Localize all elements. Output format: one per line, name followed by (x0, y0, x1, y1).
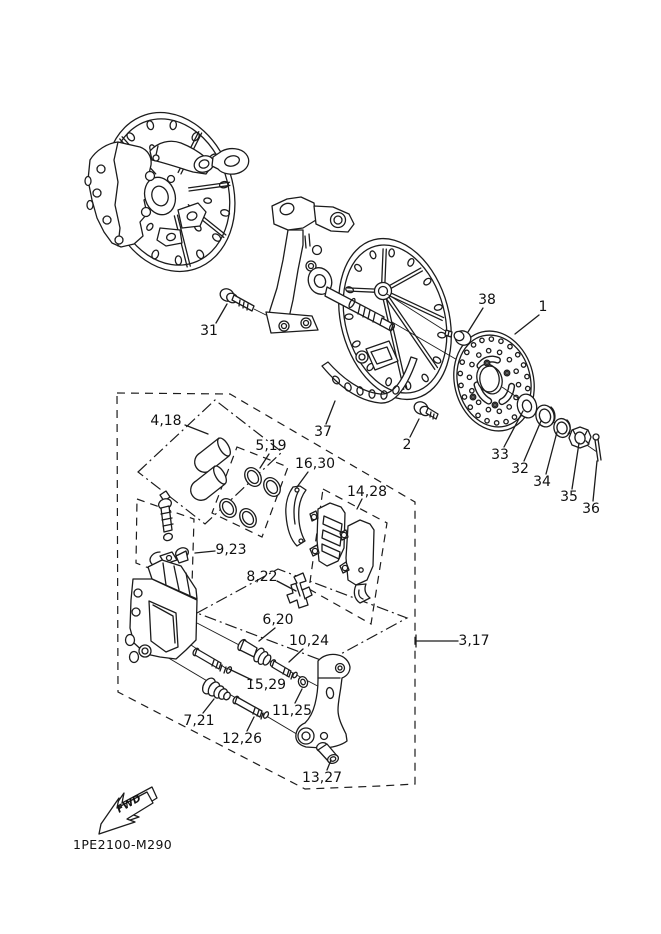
callout-2: 2 (402, 437, 412, 453)
callout-leader-34 (546, 432, 557, 474)
assembled-brake-unit (85, 95, 255, 288)
pin-boss (126, 635, 135, 646)
pad-hook (354, 584, 370, 603)
callout-5,19: 5,19 (255, 438, 287, 454)
banjo-fitting (153, 155, 159, 161)
piston-seal (260, 475, 283, 500)
bracket-hole (336, 664, 345, 673)
callout-leader-14,28 (357, 499, 362, 509)
pad-spring (287, 573, 312, 608)
callout-leader-2 (410, 419, 419, 437)
callout-leader-36 (593, 461, 597, 501)
bolt-head (97, 165, 105, 173)
slide-pin-bushing (236, 638, 272, 666)
callout-leader-35 (572, 443, 579, 489)
caliper-lug (85, 177, 91, 186)
callout-1: 1 (538, 299, 548, 315)
castle-nut (569, 427, 591, 448)
callout-leader-11,25 (295, 689, 302, 703)
callout-leader-32 (524, 421, 541, 461)
bolt-head (103, 216, 111, 224)
hub-small-parts (515, 392, 601, 461)
dust-seal (216, 496, 239, 521)
brake-pads (310, 503, 374, 603)
callout-8,22: 8,22 (246, 569, 278, 585)
foot-hole (279, 321, 289, 331)
callout-leader-7,21 (203, 699, 214, 713)
callout-9,23: 9,23 (215, 542, 247, 558)
fwd-direction-badge (99, 787, 157, 834)
pin-washer (297, 675, 309, 688)
fwd-arrow (99, 792, 153, 834)
caliper-lug (87, 201, 93, 210)
knuckle-body (268, 230, 303, 322)
caliper-pistons (191, 436, 233, 500)
axis-lines (150, 309, 331, 736)
wheel-stud (146, 172, 155, 181)
fwd-label: FWD (115, 792, 144, 816)
foot-hole (301, 318, 311, 328)
bolt-2 (412, 399, 438, 419)
callout-leader-5,19 (260, 454, 269, 468)
callout-leader-1 (515, 315, 539, 334)
callout-14,28: 14,28 (346, 484, 388, 500)
pad-shim (286, 486, 306, 546)
callout-leader-37 (326, 401, 335, 424)
slide-pin-short (269, 659, 298, 679)
wheel-stud (168, 176, 175, 183)
knuckle-top-block (272, 197, 316, 230)
drawing-code: 1PE2100-M290 (73, 837, 173, 852)
dust-seal (236, 506, 259, 531)
knuckle-boss-small (313, 246, 322, 255)
callout-36: 36 (582, 501, 600, 517)
ear-ring (331, 213, 346, 228)
bracket-boss (298, 728, 314, 744)
callout-leader-9,23 (195, 551, 215, 553)
callout-4,18: 4,18 (150, 413, 182, 429)
bolt-head (115, 236, 123, 244)
callout-32: 32 (511, 461, 529, 477)
bridge-bolt (134, 589, 142, 597)
callout-leader-16,30 (297, 472, 308, 487)
piston-seal (241, 465, 264, 490)
callout-13,27: 13,27 (301, 770, 343, 786)
callout-35: 35 (560, 489, 578, 505)
callout-37: 37 (314, 424, 332, 440)
pin-boss (130, 652, 139, 663)
wheel-stud (142, 208, 151, 217)
brake-pad-outer (346, 520, 374, 585)
callout-16,30: 16,30 (294, 456, 336, 472)
guard-ear-ring (356, 351, 368, 363)
cotter-pin (593, 434, 601, 461)
callout-leader-31 (216, 304, 227, 323)
callout-33: 33 (491, 447, 509, 463)
bolt-head (93, 189, 101, 197)
caliper-bracket (296, 654, 350, 748)
callout-leader-12,26 (247, 717, 254, 731)
callout-34: 34 (533, 474, 551, 490)
callout-31: 31 (200, 323, 218, 339)
callout-leader-4,18 (185, 425, 208, 434)
slide-pin-long (192, 647, 233, 674)
callout-38: 38 (478, 292, 496, 308)
callout-6,20: 6,20 (262, 612, 294, 628)
bracket-bolt (232, 695, 270, 719)
bolt-31 (218, 286, 254, 311)
callout-11,25: 11,25 (271, 703, 313, 719)
callout-3,17: 3,17 (458, 633, 490, 649)
disc-splash-guard (322, 226, 469, 412)
caliper-body (126, 552, 198, 663)
mount-lug (139, 645, 151, 657)
callout-15,29: 15,29 (245, 677, 287, 693)
callout-7,21: 7,21 (183, 713, 215, 729)
bridge-bolt (132, 608, 140, 616)
callout-10,24: 10,24 (288, 633, 330, 649)
callout-12,26: 12,26 (221, 731, 263, 747)
callout-leader-38 (468, 308, 483, 332)
